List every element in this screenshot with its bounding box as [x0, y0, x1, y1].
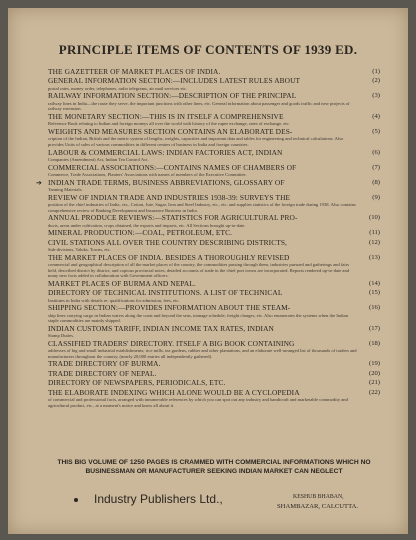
entry-heading: DIRECTORY OF NEWSPAPERS, PERIODICALS, ETC. [48, 378, 226, 388]
entry-number: (6) [372, 148, 380, 156]
contents-entry [48, 194, 380, 214]
contents-entry [48, 214, 380, 228]
entry-description: of commercial and professional facts, arranged with innumerable references by which you can spot out any industry and handicraft and marketable commodity and agricultural product, etc., at a moment's notice and know all about it. [48, 397, 348, 408]
entry-number: (14) [369, 279, 380, 287]
entry-heading: WEIGHTS AND MEASURES SECTION CONTAINS AN ELABORATE DES- [48, 127, 293, 136]
entry-description: Companies (Amendment) Act, Indian Tea Control Act. [48, 157, 149, 162]
contents-entry [36, 177, 380, 193]
entry-number: (15) [369, 289, 380, 297]
entry-description: Reference Book relating to Indian and foreign moneys all over the world with history of the rupee exchange, rates of exchange, etc. [48, 121, 290, 127]
entry-heading: THE MARKET PLACES OF INDIA. BESIDES A THOROUGHLY REVISED [48, 252, 290, 262]
entry-number: (10) [369, 214, 380, 222]
entry-heading: LABOUR & COMMERCIAL LAWS: INDIAN FACTORIES ACT, INDIAN [48, 147, 283, 157]
page-title: PRINCIPLE ITEMS OF CONTENTS OF 1939 ED. [58, 42, 358, 57]
contents-entry [48, 340, 380, 360]
entry-description: postal rates, money order, telephones, radio telegrams, air mail services etc. [48, 85, 187, 91]
entry-number: (18) [369, 339, 380, 347]
contents-entry [48, 149, 380, 163]
entry-heading: COMMERCIAL ASSOCIATIONS:—CONTAINS NAMES OF CHAMBERS OF [48, 162, 297, 172]
entry-heading: MARKET PLACES OF BURMA AND NEPAL. [48, 278, 196, 288]
entry-heading: THE MONETARY SECTION:—THIS IS IN ITSELF A COMPREHENSIVE [48, 112, 284, 121]
entry-description: ducts, areas under cultivation, crops obtained, the exports and imports, etc. All Sections brought up-to-date. [48, 222, 246, 228]
publisher-address [277, 492, 358, 512]
publisher-name: Industry Publishers Ltd., [94, 492, 223, 506]
entry-heading: MINERAL PRODUCTION:—COAL, PETROLEUM, ETC. [48, 228, 233, 238]
contents-entry [48, 370, 380, 378]
entry-number: (1) [372, 68, 380, 75]
entry-description: cription of the Indian, British and the metric system of lengths, weights, capacities and important data and tables for engineering and technical calculations. Also provides Units of sales of various commodities in different centres of business in India and foreign countries. [48, 136, 344, 147]
entry-description: Institutes in India with details re: qualifications for admission, fees, etc. [48, 297, 180, 303]
contents-entry [48, 304, 380, 324]
entry-description: commercial and geographical description of all the market places of the country, the commodities passing through them, industries pursued and gatherings and fairs held, described district by district; and copious provincial notes, detailed accounts of trade in the chief port towns are incorporated. Reports rendered up-to-date and many new facts added in collaboration with Government officers. [48, 262, 350, 279]
entry-number: (19) [369, 360, 380, 368]
entry-heading: GENERAL INFORMATION SECTION:—INCLUDES LATEST RULES ABOUT [48, 76, 301, 86]
entry-heading: DIRECTORY OF TECHNICAL INSTITUTIONS. A LIST OF TECHNICAL [48, 288, 283, 298]
entry-description: Commerce, Trade Associations, Planters' Associations with names of members of the Executive Committee. [48, 172, 247, 177]
entry-number: (16) [369, 304, 380, 312]
contents-entry [48, 92, 380, 112]
entry-number: (2) [372, 77, 380, 85]
entry-heading: TRADE DIRECTORY OF NEPAL. [48, 368, 157, 378]
entry-heading: ANNUAL PRODUCE REVIEWS:—STATISTICS FOR AGRICULTURAL PRO- [48, 213, 298, 223]
entry-heading: SHIPPING SECTION:—PROVIDES INFORMATION ABOUT THE STEAM- [48, 303, 291, 313]
address-line-2: SHAMBAZAR, CALCUTTA. [277, 503, 358, 510]
entry-heading: REVIEW OF INDIAN TRADE AND INDUSTRIES 1938-39: SURVEYS THE [48, 192, 291, 202]
entry-number: (17) [369, 324, 380, 332]
entry-number: (13) [369, 253, 380, 261]
contents-entry [48, 389, 380, 409]
contents-entry [48, 280, 380, 288]
entry-heading: INDIAN TRADE TERMS, BUSINESS ABBREVIATIONS, GLOSSARY OF [48, 177, 285, 187]
contents-list [36, 67, 380, 409]
contents-entry [48, 379, 380, 387]
contents-entry [48, 128, 380, 148]
contents-entry [48, 254, 380, 279]
entry-heading: RAILWAY INFORMATION SECTION:—DESCRIPTION OF THE PRINCIPAL [48, 91, 297, 101]
entry-number: (4) [372, 113, 380, 120]
contents-entry [48, 113, 380, 127]
document-page [8, 8, 408, 534]
entry-number: (11) [369, 229, 380, 237]
entry-description: addresses of big and small industrial establishments; rice mills, tea gardens, rubber and other plantations, and an elaborate well-arranged list of thousands of traders and manufacturers throughout the country, (nearly 20,000 entries all independently gathered). [48, 348, 357, 359]
entry-description: Sub-divisions, Taluks, Towns, etc. [48, 247, 111, 252]
contents-entry [48, 289, 380, 303]
pointer-arrow-icon: ➔ [36, 178, 42, 187]
entry-description: railway lines in India—the route they serve, the important junctions with other lines, etc. General information about passenger and goods traffic and new projects of railway extension. [48, 100, 350, 112]
entry-number: (8) [372, 178, 380, 186]
entry-number: (21) [369, 379, 380, 387]
entry-number: (7) [372, 163, 380, 171]
entry-number: (5) [372, 128, 380, 135]
entry-heading: THE GAZETTEER OF MARKET PLACES OF INDIA. [48, 67, 221, 76]
entry-description: Stamp Duties. [48, 333, 75, 339]
address-line-1: KESHUB BHABAN, [293, 494, 344, 500]
contents-entry [48, 239, 380, 253]
entry-number: (12) [369, 238, 380, 246]
contents-entry [48, 68, 380, 76]
contents-entry [48, 325, 380, 339]
entry-heading: TRADE DIRECTORY OF BURMA. [48, 359, 161, 369]
contents-entry [48, 360, 380, 368]
entry-heading: CLASSIFIED TRADERS' DIRECTORY. ITSELF A BIG BOOK CONTAINING [48, 338, 295, 348]
entry-heading: CIVIL STATIONS ALL OVER THE COUNTRY DESCRIBING DISTRICTS, [48, 237, 288, 247]
contents-entry [48, 229, 380, 237]
entry-number: (3) [372, 92, 380, 100]
entry-heading: INDIAN CUSTOMS TARIFF, INDIAN INCOME TAX RATES, INDIAN [48, 323, 274, 333]
entry-description: Tanning Materials. [48, 187, 83, 192]
closing-statement: THIS BIG VOLUME OF 1250 PAGES IS CRAMMED WITH COMMERCIAL INFORMATIONS WHICH NO BUSINESSMAN OR MANUFACTURER SEEKING INDIAN MARKET CAN NEGLECT [57, 459, 371, 475]
entry-heading: THE ELABORATE INDEXING WHICH ALONE WOULD BE A CYCLOPEDIA [48, 387, 300, 397]
entry-number: (20) [369, 369, 380, 377]
contents-entry [48, 77, 380, 91]
bullet-mark [74, 498, 78, 502]
entry-number: (9) [372, 193, 380, 201]
contents-entry [48, 164, 380, 178]
entry-description: position of the chief industries of India, viz., Cotton, Jute, Sugar, Iron and Steel Industry, etc., etc. and supplies statistics of the foreign trade during 1938. Also contains comprehensive review of Banking Development and Insurance Business in India. [48, 202, 356, 213]
entry-description: ship lines carrying cargo in Indian waters along the coast and beyond the seas, tonnage schedule, freight charges, etc. Also enumerates the systems when the Indian staple commodities are mainly shipped. [48, 312, 348, 324]
entry-number: (22) [369, 388, 380, 396]
